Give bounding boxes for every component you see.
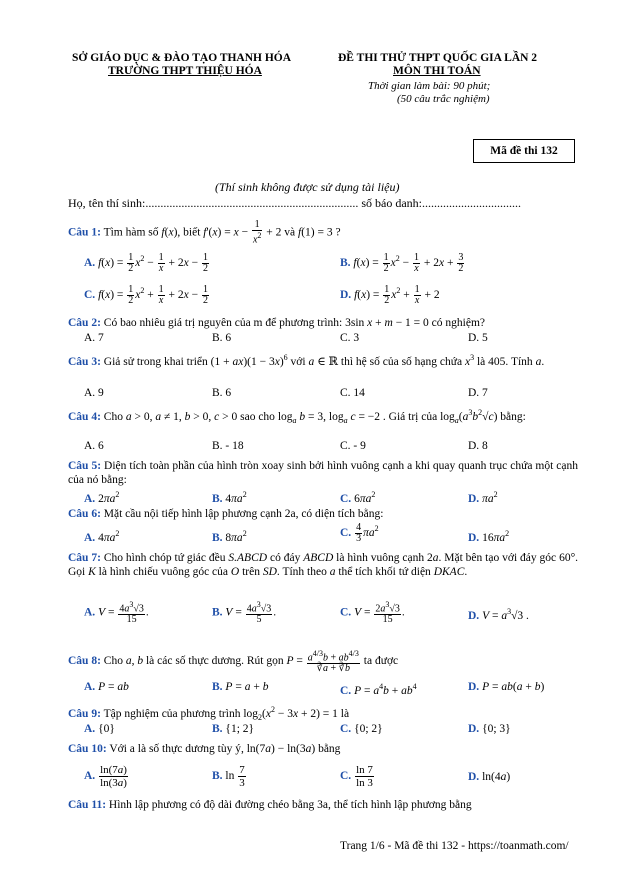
question-4: Câu 4: Cho a > 0, a ≠ 1, b > 0, c > 0 sao cho $\log_a b = 3$, $\log_a c = -2$ . Giá trị của $\log_a(a^3b^2√c)$ bằng: bbox=[68, 408, 526, 426]
question-5 bbox=[68, 459, 578, 487]
option-label: B. bbox=[212, 492, 223, 505]
option-label: D. bbox=[468, 492, 480, 505]
option-label: B. bbox=[212, 770, 223, 783]
q7-option-a[interactable]: A. V = $\frac{4a^3√3}{15}$ . bbox=[84, 600, 149, 626]
question-text: Có bao nhiêu giá trị nguyên của m để phương trình: bbox=[103, 317, 343, 329]
question-10: Câu 10: Với a là số thực dương tùy ý, ln(7a) − ln(3a) bằng bbox=[68, 743, 341, 755]
q10-option-c[interactable]: C. $\frac{\ln 7}{\ln 3}$ bbox=[340, 764, 373, 789]
q4-option-a[interactable] bbox=[84, 439, 104, 453]
q5-option-d[interactable]: D. $\pi a^2$ bbox=[468, 490, 498, 505]
q5-option-c[interactable]: C. $6\pi a^2$ bbox=[340, 490, 376, 505]
q9-option-b[interactable]: B. {1; 2} bbox=[212, 723, 255, 735]
question-label: Câu 9: bbox=[68, 707, 101, 720]
option-text: B. 6 bbox=[212, 332, 232, 344]
question-text: sao cho bbox=[240, 410, 275, 423]
question-text: trên bbox=[242, 566, 260, 578]
question-text: Mặt cầu nội tiếp hình lập phương cạnh 2a, có diện tích bằng: bbox=[103, 508, 384, 520]
question-text: Tìm hàm số bbox=[103, 226, 159, 239]
question-text: và bbox=[284, 226, 296, 239]
question-text: Diện tích toàn phần của hình tròn xoay sinh bởi hình vuông cạnh a khi quay quanh trục chứa một cạnh của nó bằng: bbox=[68, 460, 579, 486]
exam-code-box bbox=[473, 139, 575, 163]
question-text: . Gọi bbox=[68, 552, 579, 578]
question-count: (50 câu trắc nghiệm) bbox=[397, 93, 490, 105]
q6-option-a[interactable]: A. $4\pi a^2$ bbox=[84, 529, 120, 544]
q4-option-b[interactable] bbox=[212, 439, 244, 453]
q6-option-d[interactable]: D. $16\pi a^2$ bbox=[468, 529, 510, 544]
question-11 bbox=[68, 798, 578, 812]
option-label: C. bbox=[84, 288, 96, 301]
question-label: Câu 11: bbox=[68, 799, 107, 811]
option-label: A. bbox=[84, 723, 96, 735]
q8-option-a[interactable]: A. P = ab bbox=[84, 681, 129, 693]
question-text: có đáy bbox=[269, 552, 301, 564]
question-text: Tập nghiệm của phương trình bbox=[103, 707, 241, 720]
q3-option-c[interactable] bbox=[340, 386, 365, 400]
option-label: B. bbox=[340, 256, 351, 269]
option-text: C. 14 bbox=[340, 387, 365, 399]
q5-option-a[interactable]: A. $2\pi a^2$ bbox=[84, 490, 120, 505]
q1-option-b[interactable]: B. f(x) = $\frac{1}{2}$ $x^2$ − $\frac{1}{x}$ + 2x + $\frac{3}{2}$ bbox=[340, 251, 464, 274]
question-label: Câu 6: bbox=[68, 508, 101, 520]
q7-option-c[interactable]: C. V = $\frac{2a^3√3}{15}$ . bbox=[340, 600, 405, 626]
subject-title: MÔN THI TOÁN bbox=[393, 65, 481, 77]
question-text: thì hệ số của số hạng chứa bbox=[340, 355, 463, 368]
question-7: Câu 7: Cho hình chóp tứ giác đều S.ABCD có đáy ABCD là hình vuông cạnh 2a. Mặt bên tạo với đáy góc 60°. Gọi K là hình chiếu vuông góc của O trên SD. Tính theo a thể tích khối tứ diện DKAC. bbox=[68, 552, 579, 578]
question-9: Câu 9: Tập nghiệm của phương trình $\log_2(x^2 - 3x + 2) = 1$ là bbox=[68, 705, 350, 723]
question-label: Câu 3: bbox=[68, 355, 101, 368]
option-label: A. bbox=[84, 256, 96, 269]
question-text: ta được bbox=[363, 655, 399, 667]
exam-title: ĐỀ THI THỬ THPT QUỐC GIA LẦN 2 bbox=[338, 52, 538, 64]
q6-option-c[interactable]: C. $\frac{4}{3}$ $\pi a^2$ bbox=[340, 521, 379, 544]
option-text: A. 7 bbox=[84, 332, 104, 344]
question-text: . Tính theo bbox=[276, 566, 327, 578]
q9-option-c[interactable]: C. {0; 2} bbox=[340, 723, 383, 735]
option-label: C. bbox=[340, 492, 352, 505]
question-text: . Mặt bên tạo với đáy góc bbox=[438, 552, 557, 564]
q1-option-d[interactable]: D. f(x) = $\frac{1}{2}$ $x^2$ + $\frac{1}{x}$ + 2 bbox=[340, 283, 440, 306]
q7-option-b[interactable]: B. V = $\frac{4a^3√3}{5}$ . bbox=[212, 600, 277, 626]
option-text: C. - 9 bbox=[340, 440, 366, 452]
question-3: Câu 3: Giả sử trong khai triển $(1 + ax)(1 - 3x)^6$ với a ∈ ℝ thì hệ số của số hạng chứa $x^3$ là 405. Tính a. bbox=[68, 353, 545, 368]
option-label: C. bbox=[340, 526, 352, 539]
question-text: Tính bbox=[510, 355, 533, 368]
option-label: B. bbox=[212, 723, 223, 735]
option-label: D. bbox=[468, 723, 480, 735]
option-label: A. bbox=[84, 492, 96, 505]
option-text: A. 9 bbox=[84, 387, 104, 399]
option-label: C. bbox=[340, 684, 352, 697]
school-name: TRƯỜNG THPT THIỆU HÓA bbox=[108, 65, 262, 77]
page-footer: Trang 1/6 - Mã đề thi 132 - https://toanmath.com/ bbox=[340, 840, 569, 852]
question-text: là 405. bbox=[476, 355, 509, 368]
q10-option-a[interactable]: A. $\frac{\ln(7a)}{\ln(3a)}$ bbox=[84, 764, 127, 789]
option-label: A. bbox=[84, 681, 96, 693]
option-label: C. bbox=[340, 770, 352, 783]
question-text: thể tích khối tứ diện bbox=[338, 566, 431, 578]
question-label: Câu 5: bbox=[68, 460, 102, 472]
question-text: với bbox=[290, 355, 306, 368]
question-label: Câu 4: bbox=[68, 410, 101, 423]
question-6 bbox=[68, 507, 578, 521]
q2-option-b[interactable] bbox=[212, 331, 231, 345]
question-text: bằng bbox=[318, 743, 341, 755]
question-text: Giả sử trong khai triển bbox=[103, 355, 208, 368]
q6-option-b[interactable]: B. $8\pi a^2$ bbox=[212, 529, 247, 544]
question-text: Cho bbox=[103, 410, 123, 423]
question-text: Với a là số thực dương tùy ý, bbox=[109, 743, 244, 755]
question-text: có nghiệm? bbox=[431, 317, 485, 329]
question-1: Câu 1: Tìm hàm số f(x), biết f'(x) = x − $\frac{1}{x^2}$ + 2 và f(1) = 3 ? bbox=[68, 219, 341, 246]
q4-option-d[interactable] bbox=[468, 439, 488, 453]
question-text: . Giá trị của bbox=[382, 410, 438, 423]
question-label: Câu 1: bbox=[68, 226, 101, 239]
question-text: là hình vuông cạnh bbox=[336, 552, 425, 564]
option-text: D. 5 bbox=[468, 332, 488, 344]
q9-option-a[interactable]: A. {0} bbox=[84, 723, 115, 735]
option-text: D. 7 bbox=[468, 387, 488, 399]
department-name: SỞ GIÁO DỤC & ĐÀO TẠO THANH HÓA bbox=[72, 52, 292, 64]
option-text: C. 3 bbox=[340, 332, 360, 344]
student-info-line: Họ, tên thí sinh:....................................................................... số báo danh:................................. bbox=[68, 196, 521, 210]
q7-option-d[interactable]: D. $V = a^3√3$ . bbox=[468, 607, 529, 622]
question-text: Hình lập phương có độ dài đường chéo bằng 3a, thể tích hình lập phương bằng bbox=[108, 799, 472, 811]
q2-option-a[interactable] bbox=[84, 331, 104, 345]
q5-option-b[interactable]: B. $4\pi a^2$ bbox=[212, 490, 247, 505]
question-2: Câu 2: Có bao nhiêu giá trị nguyên của m để phương trình: 3sin x + m − 1 = 0 có nghiệm? bbox=[68, 317, 485, 329]
question-text: bằng: bbox=[500, 410, 526, 423]
option-text: B. 6 bbox=[212, 387, 232, 399]
exam-code: Mã đề thi 132 bbox=[490, 145, 558, 157]
option-label: A. bbox=[84, 606, 96, 619]
option-label: A. bbox=[84, 531, 96, 544]
q10-option-b[interactable]: B. ln $\frac{7}{3}$ bbox=[212, 764, 245, 789]
exam-time: Thời gian làm bài: 90 phút; bbox=[368, 80, 491, 92]
q2-option-d[interactable] bbox=[468, 331, 488, 345]
q1-option-c[interactable]: C. f(x) = $\frac{1}{2}$ $x^2$ + $\frac{1}{x}$ + 2x − $\frac{1}{2}$ bbox=[84, 283, 209, 306]
q8-option-b[interactable]: B. P = a + b bbox=[212, 681, 269, 693]
question-label: Câu 2: bbox=[68, 317, 101, 329]
option-text: B. - 18 bbox=[212, 440, 244, 452]
option-label: C. bbox=[340, 606, 352, 619]
q3-option-d[interactable] bbox=[468, 386, 488, 400]
question-text: là bbox=[340, 707, 350, 720]
question-label: Câu 8: bbox=[68, 655, 101, 667]
q8-option-c[interactable]: C. $P = a^4b + ab^4$ bbox=[340, 682, 417, 697]
option-label: A. bbox=[84, 770, 96, 783]
option-label: D. bbox=[340, 288, 352, 301]
option-label: D. bbox=[468, 609, 480, 622]
q3-option-b[interactable] bbox=[212, 386, 231, 400]
option-label: C. bbox=[340, 723, 352, 735]
option-label: B. bbox=[212, 606, 223, 619]
option-text: A. 6 bbox=[84, 440, 104, 452]
question-text: , biết bbox=[177, 226, 201, 239]
question-text: Cho bbox=[103, 655, 123, 667]
q10-option-d[interactable]: D. ln(4a) bbox=[468, 771, 511, 783]
option-text: D. 8 bbox=[468, 440, 488, 452]
q2-option-c[interactable] bbox=[340, 331, 359, 345]
question-8: Câu 8: Cho a, b là các số thực dương. Rút gọn P = $\frac{a^{4/3}b + ab^{4/3}}{∛a + ∛b}$ ta được bbox=[68, 648, 399, 675]
q3-option-a[interactable] bbox=[84, 386, 104, 400]
q4-option-c[interactable] bbox=[340, 439, 366, 453]
option-label: B. bbox=[212, 681, 223, 693]
question-label: Câu 10: bbox=[68, 743, 107, 755]
question-label: Câu 7: bbox=[68, 552, 101, 564]
question-text: Cho hình chóp tứ giác đều bbox=[103, 552, 226, 564]
q8-option-d[interactable]: D. P = ab(a + b) bbox=[468, 681, 545, 693]
q1-option-a[interactable]: A. f(x) = $\frac{1}{2}$ $x^2$ − $\frac{1}{x}$ + 2x − $\frac{1}{2}$ bbox=[84, 251, 209, 274]
option-label: D. bbox=[468, 681, 480, 693]
option-label: D. bbox=[468, 771, 480, 783]
option-label: D. bbox=[468, 531, 480, 544]
notice: (Thí sinh không được sử dụng tài liệu) bbox=[215, 180, 400, 194]
question-text: là các số thực dương. Rút gọn bbox=[145, 655, 284, 667]
question-text: là hình chiếu vuông góc của bbox=[98, 566, 229, 578]
q9-option-d[interactable]: D. {0; 3} bbox=[468, 723, 511, 735]
option-label: B. bbox=[212, 531, 223, 544]
